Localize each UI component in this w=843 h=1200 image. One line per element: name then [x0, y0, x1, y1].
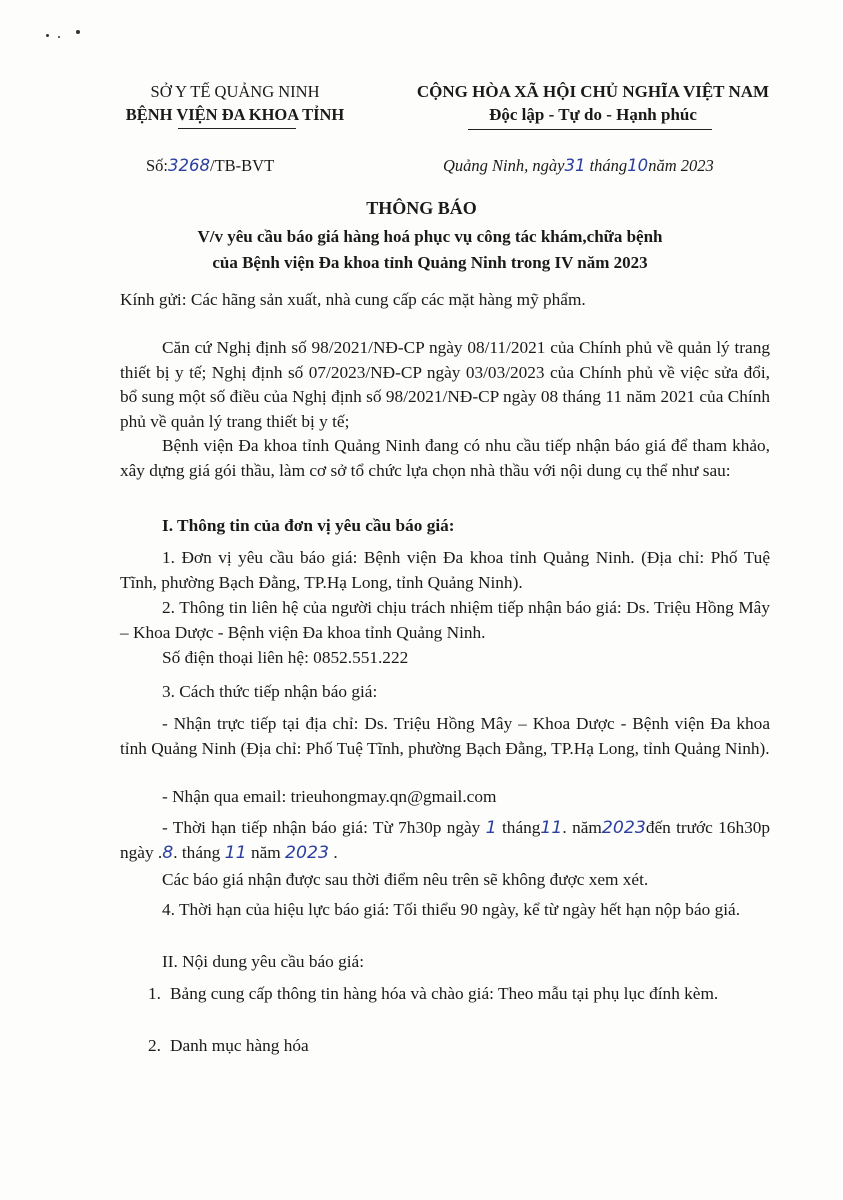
document-title: THÔNG BÁO [366, 198, 477, 218]
section-1-item-4: 4. Thời hạn của hiệu lực báo giá: Tối thiểu 90 ngày, kể từ ngày hết hạn nộp báo giá. [162, 900, 741, 919]
list-item-text: Danh mục hàng hóa [170, 1036, 309, 1055]
deadline-text: - Thời hạn tiếp nhận báo giá: Từ 7h30p ngày [162, 818, 481, 837]
scan-speck [58, 36, 60, 38]
document-number [146, 156, 274, 176]
dateline-text: Quảng Ninh, ngày [443, 156, 565, 175]
section-1-item-2: 2. Thông tin liên hệ của người chịu trách nhiệm tiếp nhận báo giá: Ds. Triệu Hồng Mây – Khoa Dược - Bệnh viện Đa khoa tỉnh Quảng Ninh. [120, 598, 770, 642]
section-2-heading: II. Nội dung yêu cầu báo giá: [162, 952, 365, 971]
deadline-end-month: 11 [224, 842, 247, 863]
list-item-text: Bảng cung cấp thông tin hàng hóa và chào giá: Theo mẫu tại phụ lục đính kèm. [170, 984, 719, 1003]
dateline-text: năm 2023 [648, 156, 714, 175]
deadline-end-year: 2023 [285, 842, 330, 863]
recipient: Kính gửi: Các hãng sản xuất, nhà cung cấp các mặt hàng mỹ phẩm. [120, 290, 586, 309]
doc-number-handwritten: 3268 [168, 156, 211, 175]
contact-phone: Số điện thoại liên hệ: 0852.551.222 [162, 648, 409, 667]
section-1-item-1: 1. Đơn vị yêu cầu báo giá: Bệnh viện Đa khoa tỉnh Quảng Ninh. (Địa chỉ: Phố Tuệ Tĩnh, phường Bạch Đằng, TP.Hạ Long, tỉnh Quảng Ninh). [120, 548, 770, 592]
section-2-list-item [148, 982, 770, 1007]
deadline-paragraph: - Thời hạn tiếp nhận báo giá: Từ 7h30p ngày 1 tháng11. năm2023đến trước 16h30p ngày .8. tháng 11 năm 2023 . [120, 818, 771, 863]
date-month-handwritten: 10 [627, 156, 649, 175]
section-1-item-3: 3. Cách thức tiếp nhận báo giá: [162, 682, 378, 701]
list-number: 1. [148, 984, 161, 1003]
deadline-text: năm [250, 842, 281, 862]
dateline [443, 156, 714, 176]
section-2-list-item [148, 1034, 770, 1059]
issuer-org: SỞ Y TẾ QUẢNG NINH [150, 82, 320, 101]
deadline-start-month: 11 [540, 818, 563, 838]
issuer-hospital: BỆNH VIỆN ĐA KHOA TỈNH [125, 105, 345, 124]
deadline-end-day: 8 [162, 842, 174, 863]
section-1-heading: I. Thông tin của đơn vị yêu cầu báo giá: [162, 516, 455, 535]
subject-line-2: của Bệnh viện Đa khoa tỉnh Quảng Ninh trong IV năm 2023 [212, 253, 648, 272]
deadline-text: tháng [181, 842, 221, 862]
national-header [388, 80, 798, 126]
national-motto: Độc lập - Tự do - Hạnh phúc [489, 105, 697, 124]
scan-speck [46, 34, 49, 37]
scan-speck [76, 30, 80, 34]
document-subject [120, 224, 740, 276]
purpose-paragraph: Bệnh viện Đa khoa tỉnh Quảng Ninh đang có nhu cầu tiếp nhận báo giá để tham khảo, xây dựng giá gói thầu, làm cơ sở tổ chức lựa chọn nhà thầu với nội dung cụ thể như sau: [120, 436, 770, 480]
issuer-underline [178, 128, 296, 129]
doc-number-suffix: /TB-BVT [210, 156, 275, 175]
subject-line-1: V/v yêu cầu báo giá hàng hoá phục vụ công tác khám,chữa bệnh [197, 227, 663, 246]
date-day-handwritten: 31 [564, 156, 586, 175]
motto-underline [468, 129, 712, 130]
email-receipt: - Nhận qua email: trieuhongmay.qn@gmail.com [162, 787, 497, 806]
issuer-block [90, 80, 380, 126]
legal-basis-paragraph: Căn cứ Nghị định số 98/2021/NĐ-CP ngày 08/11/2021 của Chính phủ về quản lý trang thiết bị y tế; Nghị định số 07/2023/NĐ-CP ngày 03/03/2023 của Chính phủ về việc sửa đổi, bổ sung một số điều của Nghị định số 98/2021/NĐ-CP ngày 08 tháng 11 năm 2021 của Chính phủ về quản lý trang thiết bị y tế; [120, 338, 770, 431]
nation-name: CỘNG HÒA XÃ HỘI CHỦ NGHĨA VIỆT NAM [416, 82, 770, 101]
deadline-text: tháng [502, 818, 541, 837]
direct-receipt: - Nhận trực tiếp tại địa chỉ: Ds. Triệu Hồng Mây – Khoa Dược - Bệnh viện Đa khoa tỉnh Quảng Ninh (Địa chỉ: Phố Tuệ Tĩnh, phường Bạch Đằng, TP.Hạ Long, tỉnh Quảng Ninh). [120, 714, 770, 758]
doc-number-prefix: Số: [146, 156, 169, 175]
deadline-text: năm [572, 818, 602, 837]
dateline-text: tháng [589, 156, 628, 175]
deadline-text: . [333, 842, 338, 862]
list-number: 2. [148, 1036, 161, 1055]
deadline-start-day: 1 [485, 818, 497, 838]
deadline-text: đến trước 16h30p ngày [120, 818, 771, 862]
deadline-start-year: 2023 [601, 818, 646, 838]
late-notice: Các báo giá nhận được sau thời điểm nêu trên sẽ không được xem xét. [162, 870, 649, 889]
